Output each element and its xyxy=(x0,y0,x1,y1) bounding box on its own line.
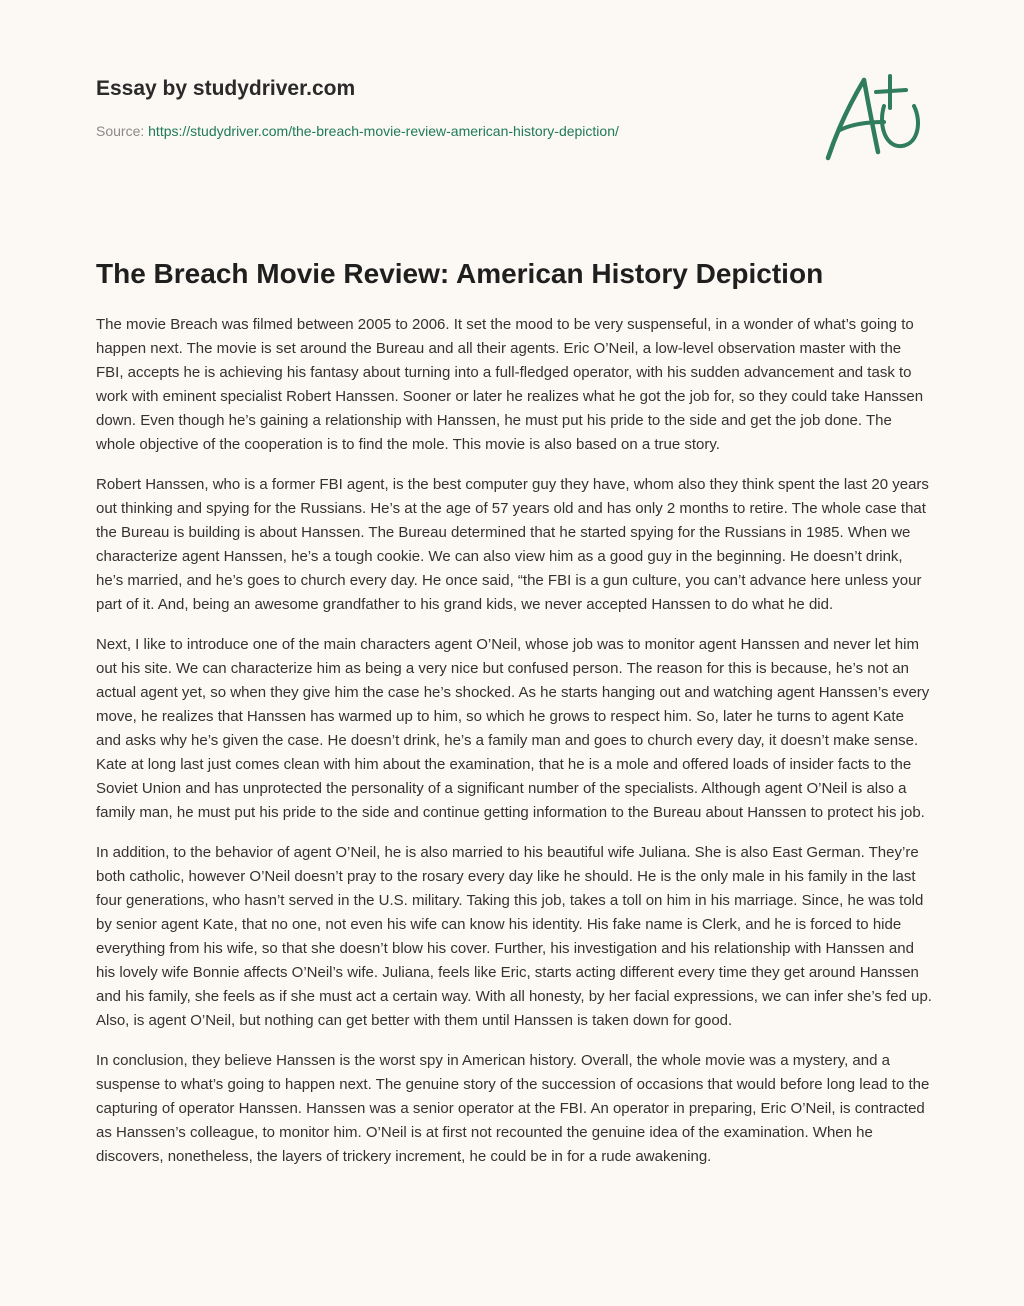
page-header xyxy=(96,76,736,140)
essay-paragraph: In conclusion, they believe Hanssen is the worst spy in American history. Overall, the whole movie was a mystery, and a suspense to what’s going to happen next. The genuine story of the succession of occasions that would before long lead to the capturing of operator Hanssen. Hanssen was a senior operator at the FBI. An operator in preparing, Eric O’Neil, is contracted as Hanssen’s colleague, to monitor him. O’Neil is at first not recounted the genuine idea of the examination. When he discovers, nonetheless, the layers of trickery increment, he could be in for a rude awakening. xyxy=(96,1052,930,1165)
essay-title: The Breach Movie Review: American History Depiction xyxy=(96,258,824,289)
source-line xyxy=(96,122,736,140)
essay-paragraph: Next, I like to introduce one of the main characters agent O’Neil, whose job was to monitor agent Hanssen and never let him out his site. We can characterize him as being a very nice but confused person. The reason for this is because, he’s not an actual agent yet, so when they give him the case he’s shocked. As he starts hanging out and watching agent Hanssen’s every move, he realizes that Hanssen has warmed up to him, so which he grows to respect him. So, later he turns to agent Kate and asks why he’s given the case. He doesn’t drink, he’s a family man and goes to church every day, it doesn’t make sense. Kate at long last just comes clean with him about the examination, that he is a mole and offered loads of insider facts to the Soviet Union and has unprotected the personality of a significant number of the specialists. Although agent O’Neil is also a family man, he must put his pride to the side and continue getting information to the Bureau about Hanssen to protect his job. xyxy=(96,636,930,821)
essay-paragraph: Robert Hanssen, who is a former FBI agent, is the best computer guy they have, whom also they think spent the last 20 years out thinking and spying for the Russians. He’s at the age of 57 years old and has only 2 months to retire. The whole case that the Bureau is building is about Hanssen. The Bureau determined that he started spying for the Russians in 1985. When we characterize agent Hanssen, he’s a tough cookie. We can also view him as a good guy in the beginning. He doesn’t drink, he’s married, and he’s goes to church every day. He once said, “the FBI is a gun culture, you can’t advance here unless your part of it. And, being an awesome grandfather to his grand kids, we never accepted Hanssen to do what he did. xyxy=(96,476,929,613)
essay-paragraph: The movie Breach was filmed between 2005 to 2006. It set the mood to be very suspenseful, in a wonder of what’s going to happen next. The movie is set around the Bureau and all their agents. Eric O’Neil, a low-level observation master with the FBI, accepts he is achieving his fantasy about turning into a full-fledged operator, with his sudden advancement and task to work with eminent specialist Robert Hanssen. Sooner or later he realizes what he got the job for, so they could take Hanssen down. Even though he’s gaining a relationship with Hanssen, he must put his pride to the side and get the job done. The whole objective of the cooperation is to find the mole. This movie is also based on a true story. xyxy=(96,316,924,453)
essay-paragraph: In addition, to the behavior of agent O’Neil, he is also married to his beautiful wife Juliana. She is also East German. They’re both catholic, however O’Neil doesn’t pray to the rosary every day like he should. He is the only male in his family in the last four generations, who hasn’t served in the U.S. military. Taking this job, takes a toll on him in his marriage. Since, he was told by senior agent Kate, that no one, not even his wife can know his identity. His fake name is Clerk, and he is forced to hide everything from his wife, so that she doesn’t blow his cover. Further, his investigation and his relationship with Hanssen and his lovely wife Bonnie affects O’Neil’s wife. Juliana, feels like Eric, starts acting different every time they get around Hanssen and his family, she feels as if she must act a certain way. With all honesty, by her facial expressions, we can infer she’s fed up. Also, is agent O’Neil, but nothing can get better with them until Hanssen is taken down for good. xyxy=(96,844,932,1029)
a-plus-icon xyxy=(818,66,930,166)
site-title: Essay by studydriver.com xyxy=(96,77,356,100)
source-link[interactable]: https://studydriver.com/the-breach-movie-review-american-history-depiction/ xyxy=(148,123,619,139)
a-plus-grade-logo xyxy=(818,66,930,166)
essay-body xyxy=(96,313,932,1185)
source-label: Source: xyxy=(96,123,145,139)
